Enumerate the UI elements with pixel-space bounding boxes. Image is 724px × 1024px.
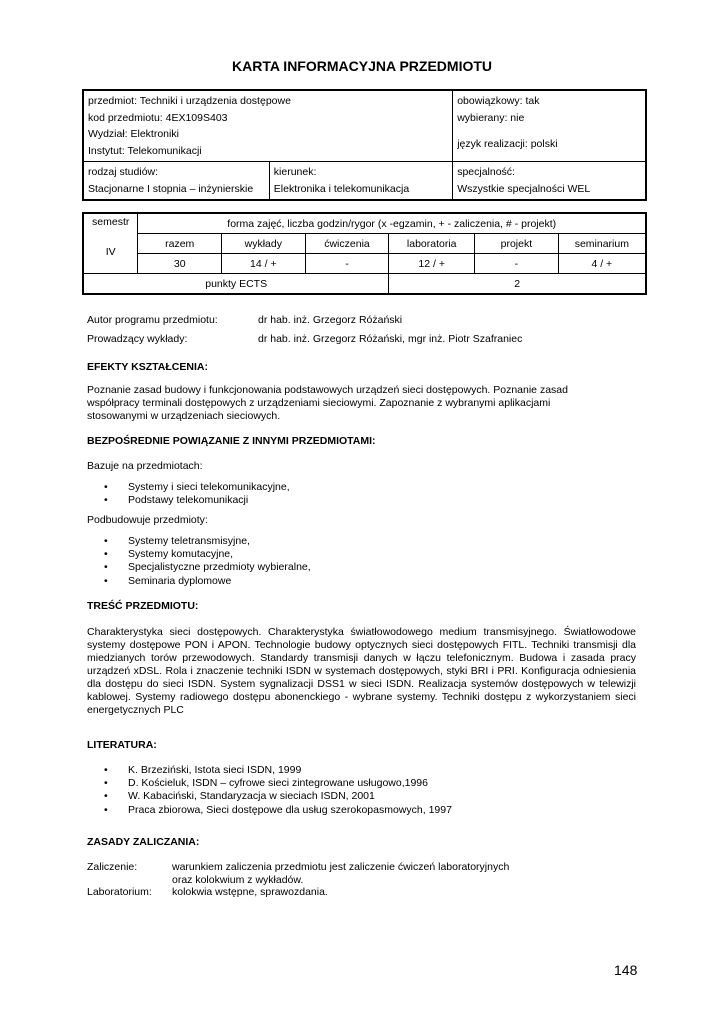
- list-item: • Systemy i sieci telekomunikacyjne,: [82, 481, 290, 494]
- column-header: seminarium: [558, 234, 646, 254]
- list-item: • Podstawy telekomunikacji: [82, 494, 290, 507]
- relations-heading: BEZPOŚREDNIE POWIĄZANIE Z INNYMI PRZEDMIOTAMI:: [87, 435, 376, 447]
- credit-label: Zaliczenie:: [87, 861, 138, 873]
- language: język realizacji: polski: [457, 138, 558, 150]
- column-header: ćwiczenia: [305, 234, 389, 254]
- column-header: laboratoria: [389, 234, 475, 254]
- field-label: kierunek:: [273, 166, 317, 178]
- list-item: • W. Kabaciński, Standaryzacja w sieciach ISDN, 2001: [82, 790, 452, 803]
- prerequisites-label: Bazuje na przedmiotach:: [87, 460, 203, 472]
- followups-list: [82, 535, 311, 588]
- ects-value: 2: [389, 274, 646, 295]
- course-info-cell: [83, 90, 453, 162]
- hours-value: -: [305, 254, 389, 274]
- content-text: Charakterystyka sieci dostępowych. Charakterystyka światłowodowego medium transmisyjnego. Światłowodowe systemy dostępowe PON i APON. Technologie budowy optycznych sieci dostępowych FITL. Techniki transmisji dla miedzianych torów przewodowych. Standardy transmisji danych w łączu telefonicznym. Budowa i zasada pracy urządzeń xDSL. Rola i znaczenie techniki ISDN w systemach dostępowych, styki BRI i PRI. Konfiguracja odniesienia dla dostępu do sieci ISDN. System sygnalizacji DSS1 w sieci ISDN. Realizacja systemów dostępowych w telewizji kablowej. Systemy radiowego dostępu abonenckiego - wybrane systemy. Techniki dostępu z wykorzystaniem sieci energetycznych PLC: [87, 626, 636, 716]
- lab-value: kolokwia wstępne, sprawozdania.: [172, 886, 328, 898]
- hours-value: 4 / +: [558, 254, 646, 274]
- list-item: • D. Kościeluk, ISDN – cyfrowe sieci zintegrowane usługowo,1996: [82, 777, 452, 790]
- field-cell: [269, 162, 452, 201]
- list-item: • K. Brzeziński, Istota sieci ISDN, 1999: [82, 764, 452, 777]
- study-type-label: rodzaj studiów:: [88, 166, 159, 178]
- hours-value: 12 / +: [389, 254, 475, 274]
- list-item: • Specjalistyczne przedmioty wybieralne,: [82, 561, 311, 574]
- hours-value: 14 / +: [221, 254, 305, 274]
- outcomes-heading: EFEKTY KSZTAŁCENIA:: [87, 361, 208, 373]
- column-header: razem: [138, 234, 222, 254]
- content-heading: TREŚĆ PRZEDMIOTU:: [87, 600, 199, 612]
- hours-value: -: [475, 254, 559, 274]
- hours-table: [82, 212, 647, 295]
- lab-label: Laboratorium:: [87, 886, 152, 898]
- list-item: • Systemy komutacyjne,: [82, 548, 311, 561]
- page-title: KARTA INFORMACYJNA PRZEDMIOTU: [231, 58, 493, 74]
- specialization-cell: [453, 162, 646, 201]
- lecturers-label: Prowadzący wykłady:: [87, 333, 188, 345]
- author-value: dr hab. inż. Grzegorz Różański: [258, 314, 403, 326]
- course-info-table: [82, 89, 647, 201]
- list-item: • Seminaria dyplomowe: [82, 575, 311, 588]
- column-header: projekt: [475, 234, 559, 254]
- study-type-value: Stacjonarne I stopnia – inżynierskie: [88, 182, 254, 195]
- outcomes-text: Poznanie zasad budowy i funkcjonowania podstawowych urządzeń sieci dostępowych. Poznanie zasad współpracy terminali dostępowych z urządzeniami sieciowymi. Zapoznanie z wybranymi aplikacjami stosowanymi w urządzeniach sieciowych.: [87, 384, 568, 422]
- mandatory: obowiązkowy: tak: [457, 95, 540, 107]
- field-value: Elektronika i telekomunikacja: [273, 182, 410, 195]
- specialization-value: Wszystkie specjalności WEL: [457, 182, 591, 195]
- credit-line-2: oraz kolokwium z wykładów.: [172, 874, 304, 886]
- page-number: 148: [614, 962, 638, 978]
- elective: wybierany: nie: [457, 111, 525, 124]
- semester-value: IV: [105, 246, 116, 258]
- list-item: • Systemy teletransmisyjne,: [82, 535, 311, 548]
- course-name: przedmiot: Techniki i urządzenia dostępowe: [88, 95, 291, 107]
- hours-value: 30: [138, 254, 222, 274]
- institute: Instytut: Telekomunikacji: [88, 144, 202, 157]
- lecturers-value: dr hab. inż. Grzegorz Różański, mgr inż. Piotr Szafraniec: [258, 333, 523, 345]
- form-header: forma zajęć, liczba godzin/rygor (x -egzamin, + - zaliczenia, # - projekt): [138, 213, 646, 234]
- column-header: wykłady: [221, 234, 305, 254]
- specialization-label: specjalność:: [457, 166, 515, 178]
- course-status-cell: [453, 90, 646, 162]
- followups-label: Podbudowuje przedmioty:: [87, 514, 208, 526]
- course-code: kod przedmiotu: 4EX109S403: [88, 111, 228, 124]
- faculty: Wydział: Elektroniki: [88, 128, 179, 140]
- semester-label: semestr: [92, 216, 130, 228]
- literature-list: [82, 764, 452, 817]
- prerequisites-list: [82, 481, 290, 507]
- literature-heading: LITERATURA:: [87, 739, 157, 751]
- study-type-cell: [83, 162, 269, 201]
- semester-header: [83, 213, 138, 274]
- grading-heading: ZASADY ZALICZANIA:: [87, 836, 200, 848]
- credit-line-1: warunkiem zaliczenia przedmiotu jest zaliczenie ćwiczeń laboratoryjnych: [172, 861, 510, 873]
- author-label: Autor programu przedmiotu:: [87, 314, 218, 326]
- list-item: • Praca zbiorowa, Sieci dostępowe dla usług szerokopasmowych, 1997: [82, 804, 452, 817]
- ects-label: punkty ECTS: [83, 274, 389, 295]
